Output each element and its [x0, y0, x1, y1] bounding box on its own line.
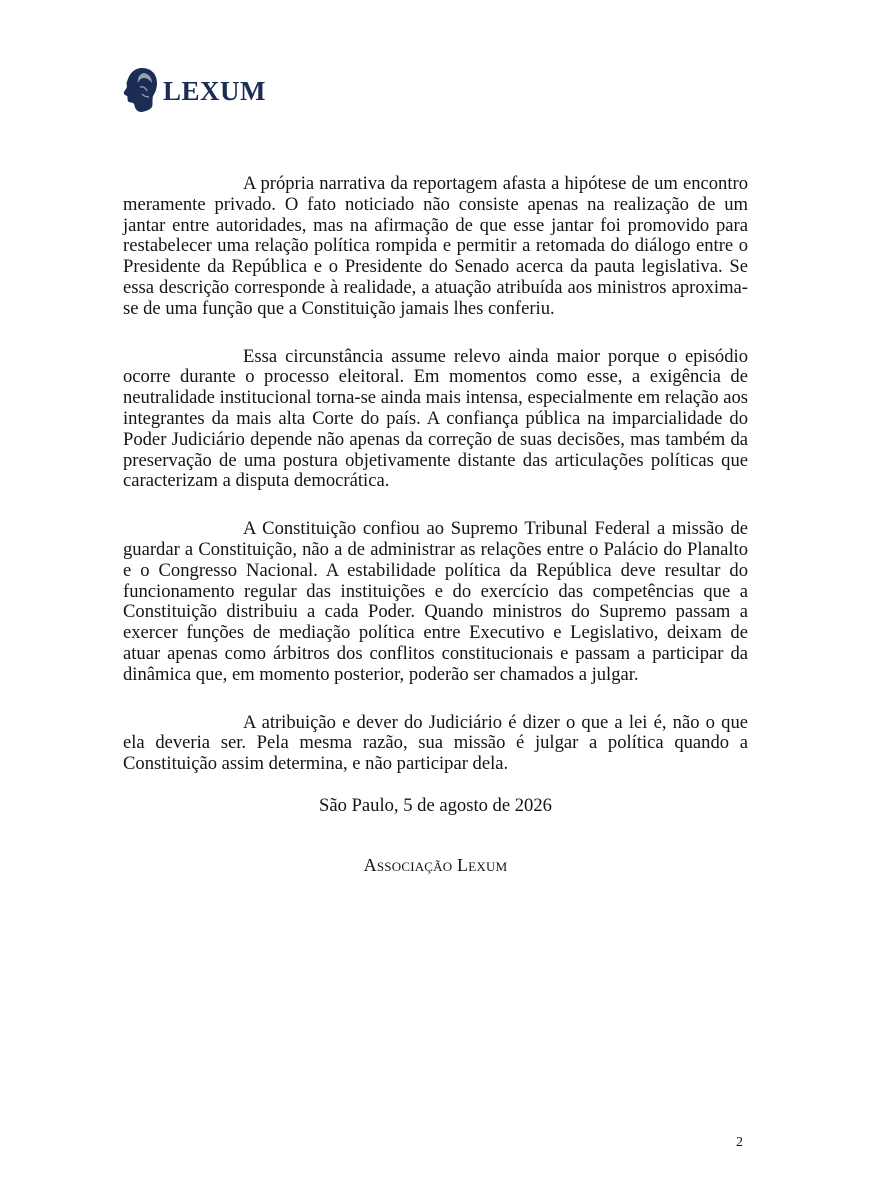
- body-paragraph-3: A Constituição confiou ao Supremo Tribunal Federal a missão de guardar a Constituição, não a de administrar as relações entre o Palácio do Planalto e o Congresso Nacional. A estabilidade política da República deve resultar do funcionamento regular das instituições e do exercício das competências que a Constituição distribuiu a cada Poder. Quando ministros do Supremo passam a exercer funções de mediação política entre Executivo e Legislativo, deixam de atuar apenas como árbitros dos conflitos constitucionais e passam a participar da dinâmica que, em momento posterior, poderão ser chamados a julgar.: [123, 518, 748, 685]
- body-paragraph-2: Essa circunstância assume relevo ainda maior porque o episódio ocorre durante o processo eleitoral. Em momentos como esse, a exigência de neutralidade institucional torna-se ainda mais intensa, especialmente em relação aos integrantes da mais alta Corte do país. A confiança pública na imparcialidade do Poder Judiciário depende não apenas da correção de suas decisões, mas também da preservação de uma postura objetivamente distante das articulações políticas que caracterizam a disputa democrática.: [123, 345, 748, 492]
- letterhead: [122, 66, 266, 114]
- profile-head-emblem-icon: [122, 67, 158, 113]
- body-paragraph-4: A atribuição e dever do Judiciário é dizer o que a lei é, não o que ela deveria ser. Pela mesma razão, sua missão é julgar a política quando a Constituição assim determina, e não participar dela.: [123, 711, 748, 775]
- letter-body: [123, 174, 748, 802]
- page-number: 2: [736, 1135, 743, 1150]
- signatory: Associação Lexum: [363, 855, 508, 875]
- body-paragraph-1: A própria narrativa da reportagem afasta a hipótese de um encontro meramente privado. O fato noticiado não consiste apenas na realização de um jantar entre autoridades, mas na afirmação de que esse jantar foi promovido para restabelecer uma relação política rompida e permitir a retomada do diálogo entre o Presidente da República e o Presidente do Senado acerca da pauta legislativa. Se essa descrição corresponde à realidade, a atuação atribuída aos ministros aproxima-se de uma função que a Constituição jamais lhes conferiu.: [123, 173, 748, 319]
- brand-name: LEXUM: [163, 75, 266, 106]
- place-and-date: São Paulo, 5 de agosto de 2026: [319, 795, 552, 816]
